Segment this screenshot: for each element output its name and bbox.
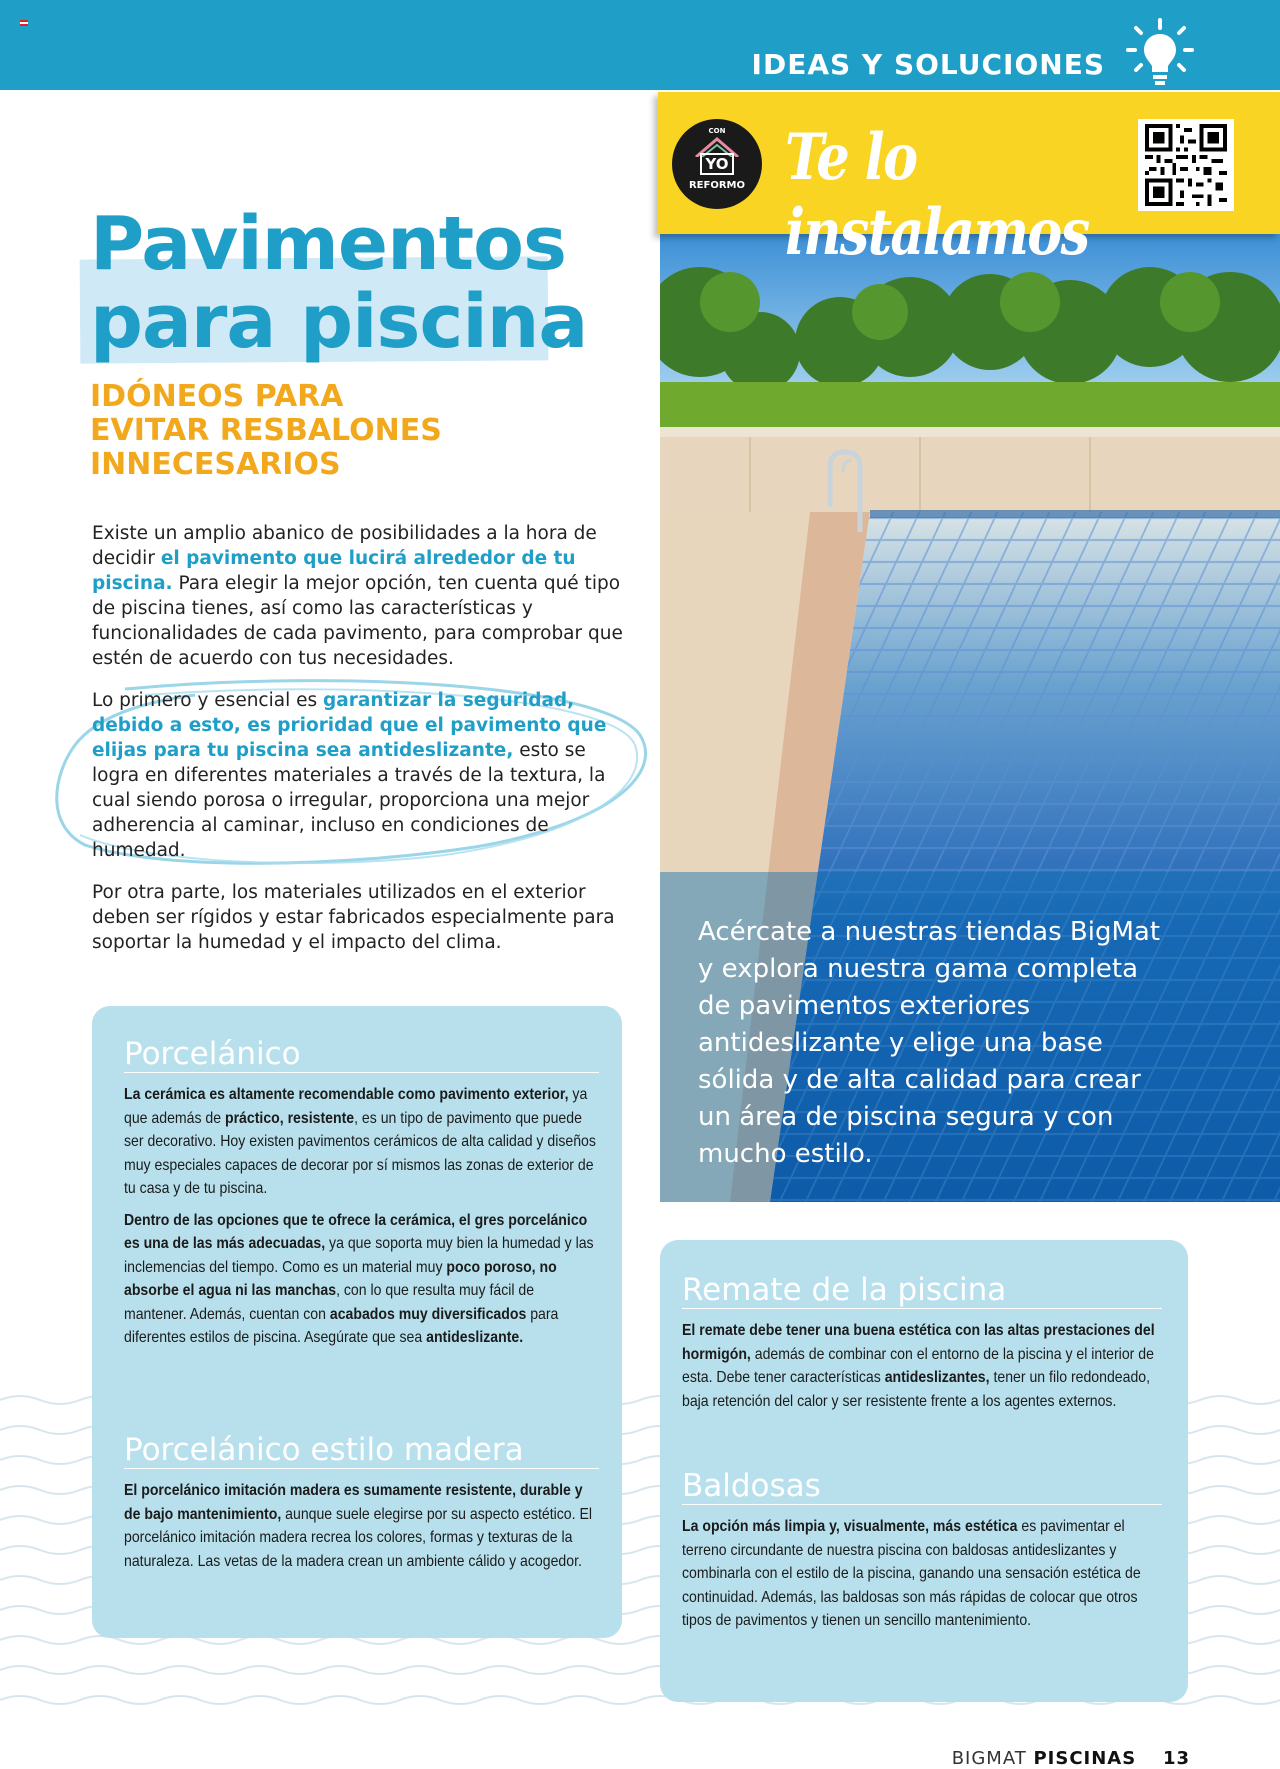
subtitle-line-1: IDÓNEOS PARA xyxy=(90,379,344,414)
page-title xyxy=(90,201,590,365)
info-box-right xyxy=(660,1240,1188,1702)
section-title: IDEAS Y SOLUCIONES xyxy=(751,48,1105,81)
madera-heading: Porcelánico estilo madera xyxy=(124,1432,599,1469)
section-remate xyxy=(682,1272,1162,1421)
page-footer xyxy=(952,1748,1190,1769)
page-number: 13 xyxy=(1162,1748,1190,1769)
intro-text xyxy=(92,521,632,972)
subtitle-line-2: EVITAR RESBALONES xyxy=(90,413,442,448)
badge-con-label: CON xyxy=(708,127,726,135)
yo-reformo-badge xyxy=(672,119,762,209)
subtitle-line-3: INNECESARIOS xyxy=(90,447,341,482)
porcelanico-heading: Porcelánico xyxy=(124,1036,599,1073)
section-baldosas xyxy=(682,1468,1162,1641)
badge-yo-label: YO xyxy=(700,153,734,175)
footer-brand: BIGMAT xyxy=(951,1748,1027,1769)
remate-paragraph-1: El remate debe tener una buena estética con las altas prestaciones del hormigón, además de combinar con el entorno de la piscina y el interior de esta. Debe tener características antideslizantes, tener un filo redondeado, baja retención del calor y ser resistente frente a los agentes externos. xyxy=(682,1322,1155,1410)
intro-paragraph-3: Por otra parte, los materiales utilizados en el exterior deben ser rígidos y estar fabricados especialmente para soportar la humedad y el impacto del clima. xyxy=(92,882,615,953)
badge-reformo-label: REFORMO xyxy=(688,180,745,191)
baldosas-paragraph-1: La opción más limpia y, visualmente, más estética es pavimentar el terreno circundante de nuestra piscina con baldosas antideslizantes y combinarla con el estilo de la piscina, ganando una sensación estética de continuidad. Además, las baldosas son más rápidas de colocar que otros tipos de pavimentos y tienen un sencillo mantenimiento. xyxy=(682,1518,1141,1629)
title-line-2: para piscina xyxy=(90,279,588,365)
qr-code[interactable] xyxy=(1138,119,1234,211)
title-line-1: Pavimentos xyxy=(90,201,567,287)
porcelanico-paragraph-2: Dentro de las opciones que te ofrece la cerámica, el gres porcelánico es una de las más adecuadas, ya que soporta muy bien la humedad y las inclemencias del tiempo. Como es un material muy poco poroso, no absorbe el agua ni las manchas, con lo que resulta muy fácil de mantener. Además, cuentan con acabados muy diversificados para diferentes estilos de piscina. Asegúrate que sea antideslizante. xyxy=(124,1211,594,1346)
photo-caption: Acércate a nuestras tiendas BigMat y explora nuestra gama completa de pavimentos exteriores antideslizante y elige una base sólida y de alta calidad para crear un área de piscina segura y con mucho estilo. xyxy=(698,917,1161,1169)
remate-heading: Remate de la piscina xyxy=(682,1272,1162,1309)
section-madera xyxy=(124,1432,599,1581)
section-porcelanico xyxy=(124,1036,599,1358)
page-subtitle xyxy=(90,380,570,482)
info-box-left xyxy=(92,1006,622,1638)
lightbulb-icon xyxy=(1122,14,1198,90)
flag-icon xyxy=(20,20,28,26)
install-banner xyxy=(658,92,1280,270)
top-bar xyxy=(0,0,1280,90)
intro-paragraph-1: Existe un amplio abanico de posibilidades a la hora de decidir el pavimento que lucirá alrededor de tu piscina. Para elegir la mejor opción, ten cuenta qué tipo de piscina tienes, así como las características y funcionalidades de cada pavimento, para comprobar que estén de acuerdo con tus necesidades. xyxy=(92,523,623,669)
footer-section: PISCINAS xyxy=(1033,1748,1137,1769)
install-script-text: Te lo instalamos xyxy=(785,120,1089,270)
madera-paragraph-1: El porcelánico imitación madera es sumamente resistente, durable y de bajo mantenimiento, aunque suele elegirse por su aspecto estético. El porcelánico imitación madera recrea los colores, formas y texturas de la naturaleza. Las vetas de la madera crean un ambiente cálido y acogedor. xyxy=(124,1482,592,1570)
porcelanico-paragraph-1: La cerámica es altamente recomendable como pavimento exterior, ya que además de práctico, resistente, es un tipo de pavimento que puede ser decorativo. Hoy existen pavimentos cerámicos de alta calidad y diseños muy especiales capaces de decorar por sí mismos las zonas de exterior de tu casa y de tu piscina. xyxy=(124,1086,596,1197)
baldosas-heading: Baldosas xyxy=(682,1468,1162,1505)
intro-paragraph-2: Lo primero y esencial es garantizar la seguridad, debido a esto, es prioridad que el pavimento que elijas para tu piscina sea antideslizante, esto se logra en diferentes materiales a través de la textura, la cual siendo porosa o irregular, proporciona una mejor adherencia al caminar, incluso en condiciones de humedad. xyxy=(92,690,607,861)
